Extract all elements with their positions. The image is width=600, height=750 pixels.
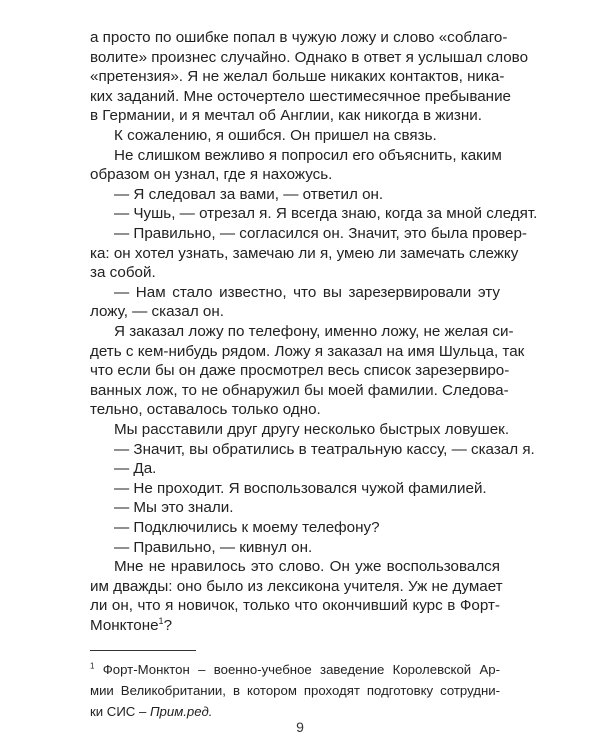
text-line: деть с кем-нибудь рядом. Ложу я заказал на имя Шульца, так [90, 342, 525, 360]
text-line-fragment: Монктоне [90, 617, 159, 634]
text-line: Не слишком вежливо я попросил его объяснить, каким [114, 146, 502, 164]
footnote-text: Форт-Монктон – военно-учебное заведение Королевской Ар- [102, 662, 500, 677]
text-line: «претензия». Я не желал больше никаких контактов, ника- [90, 68, 505, 86]
text-line: — Правильно, — согласился он. Значит, это была провер- [114, 225, 527, 242]
text-line: ли он, что я новичок, только что окончивший курс в Форт- [90, 597, 500, 615]
footnote-reference: 1 [158, 615, 164, 626]
footnote-divider [90, 650, 196, 651]
text-line: тельно, оставалось только одно. [90, 401, 321, 419]
editor-note: Прим.ред. [150, 704, 213, 719]
footnote-line: мии Великобритании, в котором проходят подготовку сотрудни- [90, 683, 500, 698]
text-line: ложу, — сказал он. [90, 303, 224, 321]
text-line: а просто по ошибке попал в чужую ложу и слово «соблаго- [90, 29, 508, 46]
text-line: Мне не нравилось это слово. Он уже воспользовался [114, 558, 500, 576]
text-line: ванных лож, то не обнаружил бы моей фамилии. Следова- [90, 381, 509, 399]
text-line: ка: он хотел узнать, замечаю ли я, умею ли замечать слежку [90, 244, 519, 262]
footnote-marker: 1 [90, 661, 95, 671]
text-line: Я заказал ложу по телефону, именно ложу, не желая си- [114, 323, 514, 340]
text-line: — Мы это знали. [114, 499, 234, 517]
text-line: — Я следовал за вами, — ответил он. [114, 185, 384, 203]
footnote-text: ки СИС – [90, 704, 150, 719]
text-line: — Не проходит. Я воспользовался чужой фамилией. [114, 479, 487, 497]
footnote-line [90, 659, 500, 680]
text-line: К сожалению, я ошибся. Он пришел на связь. [114, 127, 437, 144]
text-line: в Германии, и я мечтал об Англии, как никогда в жизни. [90, 107, 482, 125]
text-line: Мы расставили друг другу несколько быстрых ловушек. [114, 421, 510, 438]
text-line: — Значит, вы обратились в театральную кассу, — сказал я. [114, 440, 535, 458]
text-line-end: ? [163, 617, 173, 634]
text-line: — Правильно, — кивнул он. [114, 538, 313, 556]
text-line: — Подключились к моему телефону? [114, 519, 380, 536]
text-line: волите» произнес случайно. Однако в ответ я услышал слово [90, 48, 529, 66]
text-line: им дважды: оно было из лексикона учителя. Уж не думает [90, 577, 503, 595]
text-line: образом он узнал, где я нахожусь. [90, 166, 333, 184]
text-line: что если бы он даже просмотрел весь список зарезервиро- [90, 362, 510, 380]
text-line: за собой. [90, 264, 156, 282]
text-line: — Да. [114, 460, 157, 478]
text-line [90, 616, 500, 636]
text-line: ких заданий. Мне осточертело шестимесячное пребывание [90, 87, 511, 105]
text-line: — Нам стало известно, что вы зарезервировали эту [114, 283, 500, 301]
text-line: — Чушь, — отрезал я. Я всегда знаю, когда за мной следят. [114, 205, 538, 223]
page-number: 9 [296, 719, 304, 735]
